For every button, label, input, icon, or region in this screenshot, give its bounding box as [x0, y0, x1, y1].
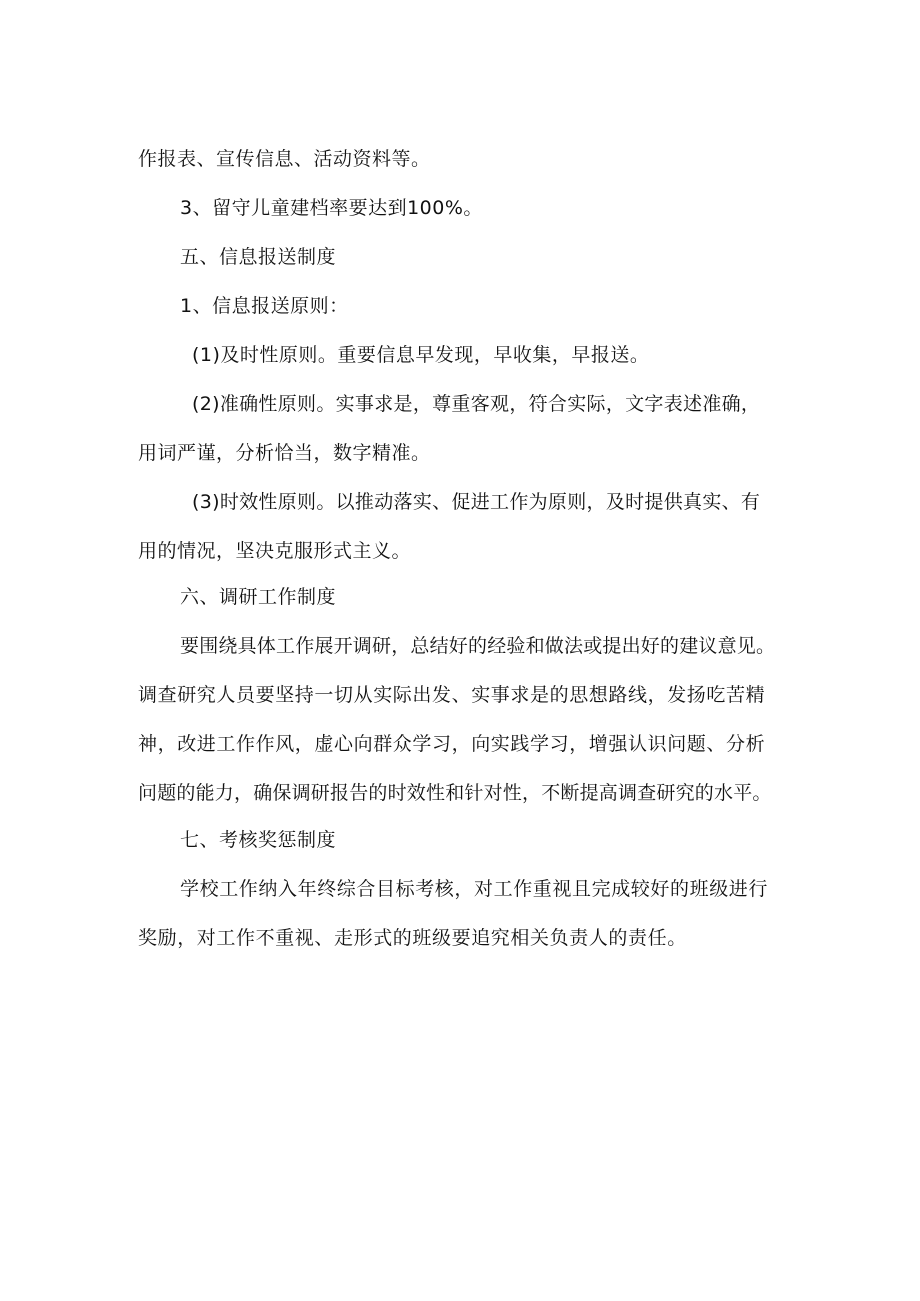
section-heading: 五、信息报送制度	[180, 246, 337, 268]
section-heading: 六、调研工作制度	[180, 586, 337, 608]
paragraph-line: 学校工作纳入年终综合目标考核，对工作重视且完成较好的班级进行	[180, 878, 769, 900]
list-item-line: (1)及时性原则。重要信息早发现，早收集，早报送。	[192, 344, 650, 366]
paragraph-line: 神，改进工作作风，虚心向群众学习，向实践学习，增强认识问题、分析	[138, 733, 766, 755]
paragraph-line: 要围绕具体工作展开调研，总结好的经验和做法或提出好的建议意见。	[180, 635, 776, 657]
paragraph-line: 调查研究人员要坚持一切从实际出发、实事求是的思想路线，发扬吃苦精	[138, 684, 766, 706]
paragraph-line: 问题的能力，确保调研报告的时效性和针对性，不断提高调查研究的水平。	[138, 782, 772, 804]
paragraph-line: 用的情况，坚决克服形式主义。	[138, 540, 412, 562]
list-item-line: 3、留守儿童建档率要达到100%。	[180, 197, 483, 219]
list-item-line: (2)准确性原则。实事求是，尊重客观，符合实际，文字表述准确，	[192, 393, 761, 415]
subsection-heading: 1、信息报送原则：	[180, 295, 349, 317]
list-item-line: (3)时效性原则。以推动落实、促进工作为原则，及时提供真实、有	[192, 491, 761, 513]
paragraph-line: 作报表、宣传信息、活动资料等。	[138, 148, 431, 170]
section-heading: 七、考核奖惩制度	[180, 829, 337, 851]
paragraph-line: 奖励，对工作不重视、走形式的班级要追究相关负责人的责任。	[138, 927, 687, 949]
paragraph-line: 用词严谨，分析恰当，数字精准。	[138, 442, 431, 464]
